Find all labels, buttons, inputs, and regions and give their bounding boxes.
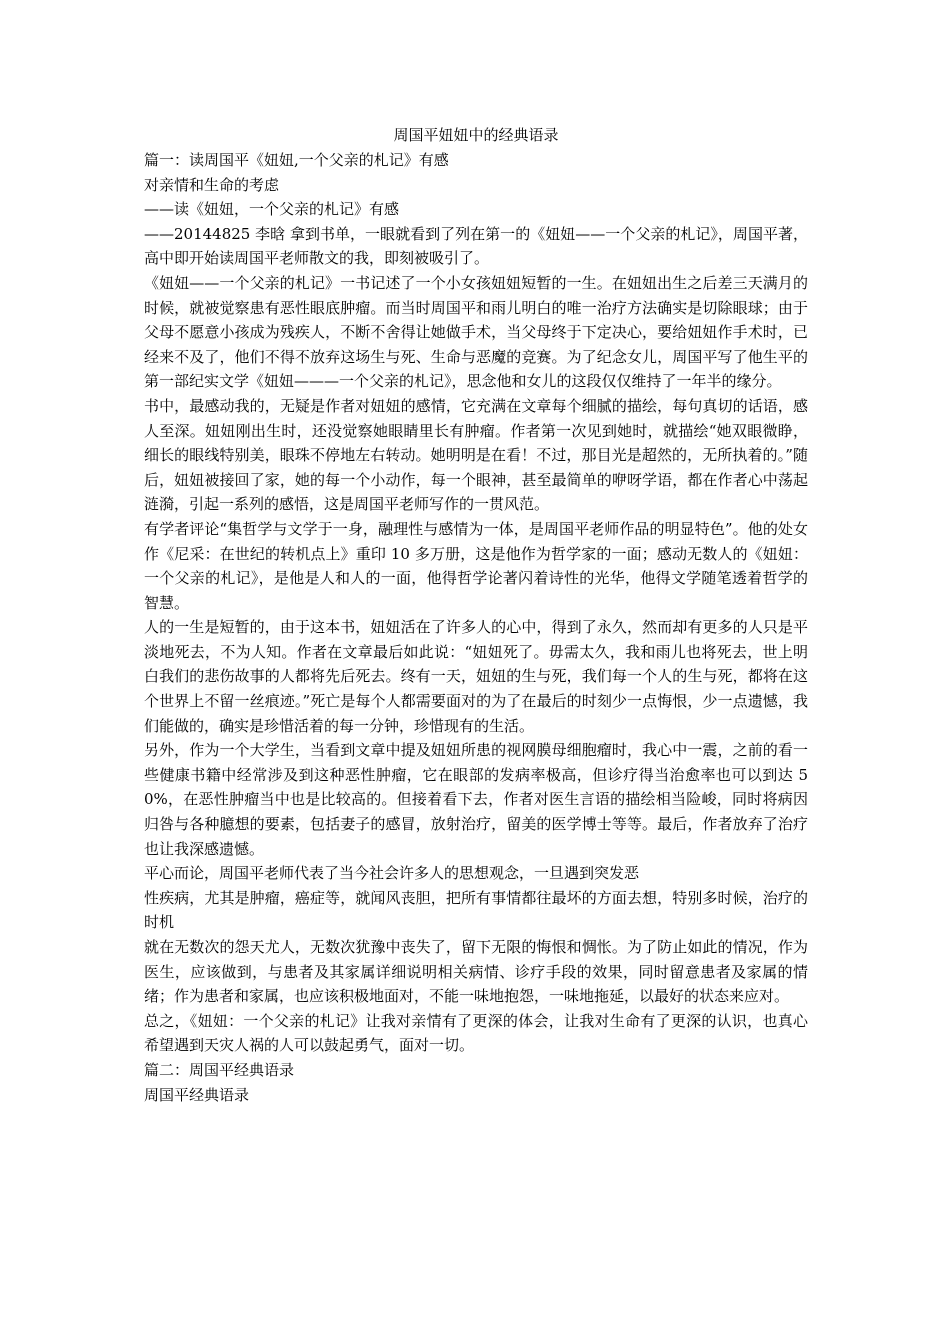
paragraph-prevention: 就在无数次的怨天尤人，无数次犹豫中丧失了，留下无限的悔恨和惆怅。为了防止如此的情况，作为医生，应该做到，与患者及其家属详细说明相关病情、诊疗手段的效果，同时留意患者及家属的情绪；作为患者和家属，也应该积极地面对，不能一味地抱怨，一味地拖延，以最好的状态来应对。 [144, 938, 808, 1006]
paragraph-critique: 有学者评论“集哲学与文学于一身，融理性与感情为一体，是周国平老师作品的明显特色”。他的处女作《尼采：在世纪的转机点上》重印 10 多万册，这是他作为哲学家的一面；感动无数人的《妞妞：一个父亲的札记》，是他是人和人的一面，他得哲学论著闪着诗性的光华，他得文学随笔透着哲学的智慧。 [144, 519, 808, 612]
document-title: 周国平妞妞中的经典语录 [393, 126, 559, 144]
paragraph-disease: 性疾病，尤其是肿瘤，癌症等，就闻风丧胆，把所有事情都往最坏的方面去想，特别多时候，治疗的时机 [144, 888, 808, 932]
essay-title: 对亲情和生命的考虑 [144, 175, 280, 194]
paragraph-summary: 《妞妞——一个父亲的札记》一书记述了一个小女孩妞妞短暂的一生。在妞妞出生之后差三天满月的时候，就被觉察患有恶性眼底肿瘤。而当时周国平和雨儿明白的唯一治疗方法确实是切除眼球；由于父母不愿意小孩成为残疾人，不断不舍得让她做手术，当父母终于下定决心，要给妞妞作手术时，已经来不及了，他们不得不放弃这场生与死、生命与恶魔的竞赛。为了纪念女儿，周国平写了他生平的第一部纪实文学《妞妞———一个父亲的札记》，思念他和女儿的这段仅仅维持了一年半的缘分。 [144, 273, 808, 391]
section-heading-two: 篇二：周国平经典语录 [144, 1060, 295, 1079]
document-page [144, 122, 808, 1107]
essay-subtitle: ——读《妞妞，一个父亲的札记》有感 [144, 200, 400, 219]
paragraph-life: 人的一生是短暂的，由于这本书，妞妞活在了许多人的心中，得到了永久，然而却有更多的人只是平淡地死去，不为人知。作者在文章最后如此说：“妞妞死了。毋需太久，我和雨儿也将死去，世上明白我们的悲伤故事的人都将先后死去。终有一天，妞妞的生与死，我们每一个人的生与死，都将在这个世界上不留一丝痕迹。”死亡是每个人都需要面对的为了在最后的时刻少一点悔恨，少一点遗憾，我们能做的，确实是珍惜活着的每一分钟，珍惜现有的生活。 [144, 618, 808, 735]
paragraph-fairly-fragment: 平心而论，周国平老师代表了当今社会许多人的思想观念，一旦遇到突发恶 [144, 864, 640, 883]
paragraph-conclusion: 总之，《妞妞：一个父亲的札记》让我对亲情有了更深的体会，让我对生命有了更深的认识，也真心希望遇到天灾人祸的人可以鼓起勇气，面对一切。 [144, 1011, 808, 1055]
paragraph-intro: ——20144825 李晗 拿到书单，一眼就看到了列在第一的《妞妞——一个父亲的札记》，周国平著，高中即开始读周国平老师散文的我，即刻被吸引了。 [144, 224, 808, 268]
paragraph-medical: 另外，作为一个大学生，当看到文章中提及妞妞所患的视网膜母细胞瘤时，我心中一震，之前的看一些健康书籍中经常涉及到这种恶性肿瘤，它在眼部的发病率极高，但诊疗得当治愈率也可以到达 50%，在恶性肿瘤当中也是比较高的。但接着看下去，作者对医生言语的描绘相当险峻，同时将病因归咎与各种臆想的要素，包括妻子的感冒，放射治疗，留美的医学博士等等。最后，作者放弃了治疗也让我深感遗憾。 [144, 741, 808, 858]
section-heading-one: 篇一：读周国平《妞妞,一个父亲的札记》有感 [144, 151, 449, 169]
paragraph-emotion: 书中，最感动我的，无疑是作者对妞妞的感情，它充满在文章每个细腻的描绘，每句真切的话语，感人至深。妞妞刚出生时，还没觉察她眼睛里长有肿瘤。作者第一次见到她时，就描绘“她双眼微睁，细长的眼线特别美，眼珠不停地左右转动。她明明是在看！不过，那目光是超然的，无所执着的。”随后，妞妞被接回了家，她的每一个小动作，每一个眼神，甚至最简单的咿呀学语，都在作者心中荡起涟漪，引起一系列的感悟，这是周国平老师写作的一贯风范。 [144, 396, 808, 514]
section-subheading-two: 周国平经典语录 [144, 1085, 250, 1104]
